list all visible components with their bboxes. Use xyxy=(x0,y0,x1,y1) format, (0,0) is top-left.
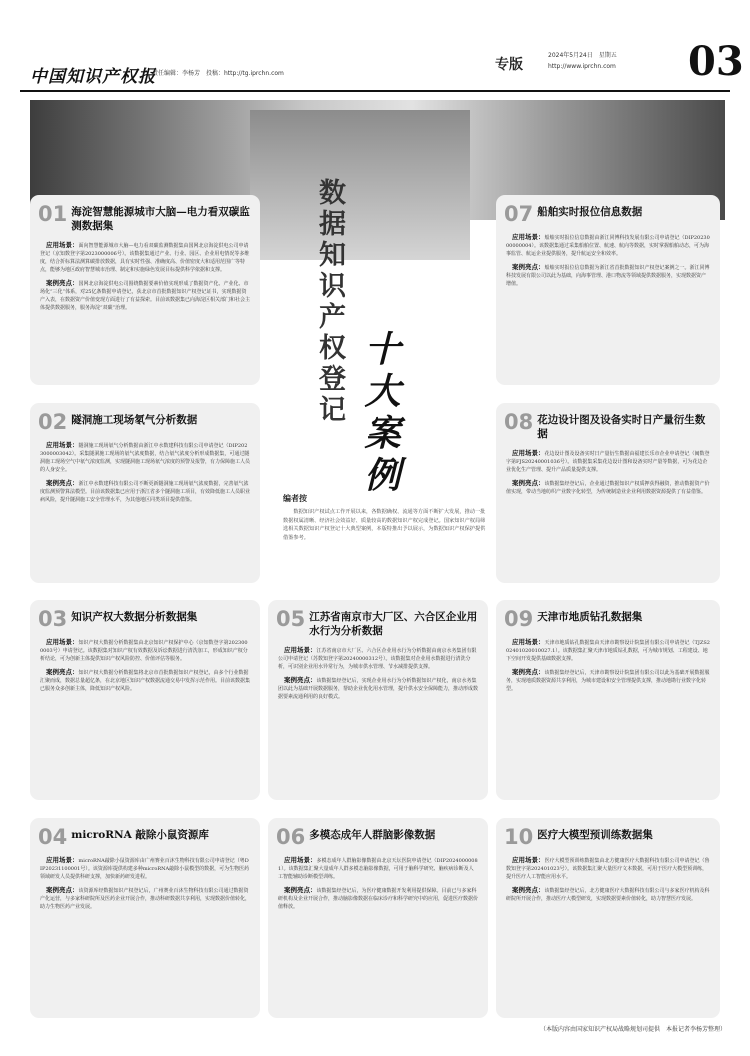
case-highlight-label: 案例亮点： xyxy=(512,263,545,271)
case-highlight xyxy=(40,279,250,312)
use-scenario xyxy=(506,638,710,663)
case-card-05 xyxy=(268,600,488,800)
use-scenario-label: 应用场景： xyxy=(46,441,79,449)
use-scenario-text: 隧洞施工现场氡气分析数据由浙江中水数建科技有限公司申请登记（DIP2023000003042）。采集隧洞施工现场的氡气浓度数据，结合氡气浓度分析形成数据集，可通过隧洞施工现场空气中氡气浓度监测，实现隧洞施工现场氡气浓度的预警及报警，有力保障施工人员的人身安全。 xyxy=(40,443,251,473)
case-highlight xyxy=(40,886,250,911)
use-scenario-label: 应用场景： xyxy=(512,449,545,457)
card-header xyxy=(496,600,720,634)
editor-note xyxy=(283,493,488,542)
case-highlight xyxy=(506,479,710,496)
use-scenario-text: 花边设计图及设备实时日产量衍生数据由福建长乐市企业申请登记（闽数登字第FJS20240001036号）。该数据集采集花边设计图和设备实时产量等数据，可为花边企业优化生产管理、提升产品质量提供支撑。 xyxy=(506,451,710,473)
page-number: 03 xyxy=(688,38,744,85)
use-scenario-label: 应用场景： xyxy=(512,856,545,864)
case-card-01 xyxy=(30,195,260,385)
card-number: 04 xyxy=(38,825,68,849)
card-body xyxy=(268,852,488,922)
case-highlight xyxy=(506,886,710,903)
use-scenario xyxy=(40,241,250,274)
case-card-04 xyxy=(30,818,260,1018)
case-highlight-text: 该数据集经登记后，实现企业用水行为分析数据知识产权化，南京水务集团以此为基础开展数据服务，帮助企业优化用水管理，提升供水安全保障能力，推动形成数据要素流通利用的良好模式。 xyxy=(278,678,479,700)
card-body xyxy=(496,852,720,914)
card-number: 02 xyxy=(38,410,68,434)
use-scenario-label: 应用场景： xyxy=(284,856,317,864)
card-header xyxy=(30,600,260,634)
case-card-09 xyxy=(496,600,720,800)
card-title: 医疗大模型预训练数据集 xyxy=(537,829,653,841)
use-scenario xyxy=(40,856,250,881)
case-highlight-text: 该数据集经登记后，企业通过数据知识产权质押获得融资，推动数据资产价值实现，带动当地纺织产业数字化转型，为传统制造业企业利用数据资源提供了有益借鉴。 xyxy=(506,481,710,495)
case-highlight-text: 知识产权大数据分析数据集将北京市首批数据知识产权登记，由多个行业数据汇聚而成，数据总量超亿条，在北京地区知识产权数据流通交易中发挥示范作用。目前该数据集已服务众多创新主体，降低知识产权风险。 xyxy=(40,670,251,692)
use-scenario-label: 应用场景： xyxy=(46,638,79,646)
use-scenario xyxy=(506,856,710,881)
card-header xyxy=(30,195,260,237)
card-title: 天津市地质钻孔数据集 xyxy=(537,611,643,623)
use-scenario-text: 江苏省南京市大厂区、六合区企业用水行为分析数据由南京水务集团有限公司申请登记（苏数知登字第20240000312号）。该数据集对企业用水数据进行清洗分析，可识别企业用水异常行为，为城市供水管理、节水减排提供支撑。 xyxy=(278,648,477,670)
case-card-06 xyxy=(268,818,488,1018)
card-title: 海淀智慧能源城市大脑—电力看双碳监测数据集 xyxy=(71,206,250,232)
editor-credit: 责任编辑：李杨芳 投稿：http://tg.iprchn.com xyxy=(152,70,284,77)
case-card-02 xyxy=(30,403,260,583)
headline-sub: 十大案例 xyxy=(359,330,401,498)
card-body xyxy=(496,229,720,299)
section-label: 专版 xyxy=(495,57,523,73)
use-scenario-label: 应用场景： xyxy=(46,856,79,864)
editor-note-text: 数据知识产权试点工作开展以来，各数据确权、流通等方面不断扩大发展，推动一批数据权属清晰、经济社会效益好、质量较高的数据知识产权完成登记。国家知识产权局筛选相关数据知识产权登记十大典型案例，本版特推出予以展示，为数据知识产权保护提供借鉴参考。 xyxy=(283,509,486,541)
case-highlight-text: 国网北京海淀供电公司围绕数据要素价值实现形成了数据资产化、产业化、市场化“三化”体系，对25亿条数据申请登记，获北京市首批数据知识产权登记证书，实现数据资产入表，在数据资产价值变现方面进行了有益探索。目前该数据集已向海淀区相关部门和社会主体提供数据服务，服务海淀“双碳”治理。 xyxy=(40,281,251,311)
card-header xyxy=(30,403,260,437)
case-highlight-label: 案例亮点： xyxy=(46,668,79,676)
issue-date: 2024年5月24日 星期五 xyxy=(548,52,617,59)
card-title: 江苏省南京市大厂区、六合区企业用水行为分析数据 xyxy=(309,611,478,637)
case-highlight-label: 案例亮点： xyxy=(284,886,317,894)
footer-credit: （本版内容由国家知识产权局战略规划司提供 本报记者李杨芳整理） xyxy=(539,1026,726,1033)
card-body xyxy=(30,634,260,704)
use-scenario-label: 应用场景： xyxy=(512,638,545,646)
case-highlight-text: 该数据集经登记后，天津市勘察设计院集团有限公司以此为基础开展数据服务，实现地质数据资源共享利用，为城市建设和安全管理提供支撑，推动地勘行业数字化转型。 xyxy=(506,670,710,692)
masthead xyxy=(20,32,744,92)
use-scenario-label: 应用场景： xyxy=(46,241,79,249)
case-highlight-label: 案例亮点： xyxy=(46,886,79,894)
card-header xyxy=(496,403,720,445)
card-header xyxy=(496,818,720,852)
newspaper-logo: 中国知识产权报 xyxy=(30,67,156,87)
use-scenario-text: microRNA敲除小鼠资源库由广州赛业百沐生物科技有限公司申请登记（粤DIP20231100001号）。该资源库提供构建多种microRNA敲除小鼠模型的数据，可为生物医药领域研发人员提供科研支撑，加快新药研发进程。 xyxy=(40,858,250,880)
case-highlight-label: 案例亮点： xyxy=(512,668,545,676)
card-number: 01 xyxy=(38,202,68,226)
use-scenario xyxy=(506,233,710,258)
use-scenario-label: 应用场景： xyxy=(512,233,545,241)
use-scenario-text: 知识产权大数据分析数据集由北京知识产权保护中心（京知数登字第2023000003号）申请登记。该数据集对知识产权有效数据及诉讼数据进行清洗加工，形成知识产权分析结论，可为创新主体提供知识产权风险防控、价值评估等服务。 xyxy=(40,640,248,662)
case-highlight xyxy=(40,479,250,504)
use-scenario-label: 应用场景： xyxy=(284,646,317,654)
card-number: 07 xyxy=(504,202,534,226)
case-highlight xyxy=(278,886,478,911)
card-number: 05 xyxy=(276,607,306,631)
case-highlight-text: 该资源库经数据知识产权登记后，广州赛业百沐生物科技有限公司通过数据资产化运营，与多家科研院所及医药企业开展合作，推动科研数据共享利用，实现数据价值转化，助力生物医药产业发展。 xyxy=(40,888,251,910)
case-card-03 xyxy=(30,600,260,800)
website-url[interactable]: http://www.iprchn.com xyxy=(548,63,616,70)
case-card-07 xyxy=(496,195,720,385)
use-scenario-text: 多模态成年人群脑影像数据由北京天坛医院申请登记（DIP20240000081）。该数据集汇聚大量成年人群多模态脑影像数据，可用于脑科学研究、脑疾病诊断及人工智能辅助诊断模型训练。 xyxy=(278,858,478,880)
card-number: 03 xyxy=(38,607,68,631)
case-highlight-label: 案例亮点： xyxy=(512,479,545,487)
card-number: 10 xyxy=(504,825,534,849)
use-scenario-text: 船舶实时报位信息数据由浙江同博科技发展有限公司申请登记（DIP2023000000004）。该数据集通过采集船舶位置、航速、航向等数据，实时掌握船舶动态，可为海事监管、航运企业提供服务，提升航运安全和效率。 xyxy=(506,235,710,257)
city-illustration xyxy=(250,110,470,260)
card-title: 花边设计图及设备实时日产量衍生数据 xyxy=(537,414,706,440)
use-scenario xyxy=(506,449,710,474)
case-highlight xyxy=(506,668,710,693)
card-title: 隧洞施工现场氡气分析数据 xyxy=(71,414,198,426)
card-body xyxy=(496,445,720,507)
case-highlight-text: 船舶实时报位信息数据为浙江省首批数据知识产权登记案例之一。浙江同博科技发展有限公司以此为基础，向海事管理、港口物流等领域提供数据服务，实现数据资产增值。 xyxy=(506,265,710,287)
case-card-10 xyxy=(496,818,720,1018)
case-highlight xyxy=(506,263,710,288)
case-highlight xyxy=(278,676,478,701)
case-highlight-text: 该数据集经登记后，为医疗健康数据开发利用提供保障。目前已与多家科研机构及企业开展合作，推动脑影像数据在临床诊疗和科学研究中的应用，促进医疗数据价值释放。 xyxy=(278,888,479,910)
headline-main: 数据知识产权登记 xyxy=(314,178,345,426)
case-highlight xyxy=(40,668,250,693)
case-highlight-label: 案例亮点： xyxy=(46,279,79,287)
card-body xyxy=(496,634,720,704)
case-highlight-label: 案例亮点： xyxy=(46,479,79,487)
card-number: 08 xyxy=(504,410,534,434)
card-header xyxy=(268,818,488,852)
card-body xyxy=(268,642,488,712)
card-number: 06 xyxy=(276,825,306,849)
issue-date-block xyxy=(548,50,617,72)
use-scenario-text: 天津市地质钻孔数据集由天津市勘察设计院集团有限公司申请登记（TJZS202401020010027.1）。该数据集汇聚天津市地质钻孔数据，可为城市规划、工程建设、地下空间开发提供基础数据支撑。 xyxy=(506,640,710,662)
card-title: 多模态成年人群脑影像数据 xyxy=(309,829,436,841)
use-scenario xyxy=(278,856,478,881)
card-body xyxy=(30,437,260,515)
use-scenario xyxy=(40,638,250,663)
use-scenario-text: 医疗大模型预训练数据集由北方健康医疗大数据科技有限公司申请登记（鲁数知登字第202401023号）。该数据集汇聚大量医疗文本数据，可用于医疗大模型预训练，提升医疗人工智能应用水平。 xyxy=(506,858,710,880)
use-scenario-text: 面向智慧能源城市大脑—电力看双碳监测数据集由国网北京海淀供电公司申请登记（京知数登字第2023000006号）。该数据集通过产业、行业、园区、企业用电情况等多维度，结合折标算法测算碳排放数据，具有实时性强、准确度高、价值密度大和适用范围广等特点，能够为地区政府智慧城市治理、制定和实施绿色发展目标提供科学依据和支撑。 xyxy=(40,243,250,273)
card-number: 09 xyxy=(504,607,534,631)
card-body xyxy=(30,237,260,323)
case-card-08 xyxy=(496,403,720,583)
card-header xyxy=(268,600,488,642)
case-highlight-label: 案例亮点： xyxy=(512,886,545,894)
card-title: 船舶实时报位信息数据 xyxy=(537,206,643,218)
card-title: 知识产权大数据分析数据集 xyxy=(71,611,198,623)
card-title: microRNA 敲除小鼠资源库 xyxy=(71,829,209,841)
card-header xyxy=(496,195,720,229)
card-header xyxy=(30,818,260,852)
case-highlight-label: 案例亮点： xyxy=(284,676,317,684)
case-highlight-text: 该数据集经登记后，北方健康医疗大数据科技有限公司与多家医疗机构及科研院所开展合作，推动医疗大模型研发，实现数据要素价值转化，助力智慧医疗发展。 xyxy=(506,888,710,902)
editor-note-heading: 编者按 xyxy=(283,493,307,503)
card-body xyxy=(30,852,260,922)
use-scenario xyxy=(40,441,250,474)
case-highlight-text: 浙江中水数建科技有限公司不断更新隧洞施工现场氡气浓度数据，完善氡气浓度监测预警算法模型。目前该数据集已应用于浙江省多个隧洞施工项目，有效降低施工人员职业病风险，提升隧洞施工安全管理水平，为其他地区同类项目提供借鉴。 xyxy=(40,481,251,503)
use-scenario xyxy=(278,646,478,671)
